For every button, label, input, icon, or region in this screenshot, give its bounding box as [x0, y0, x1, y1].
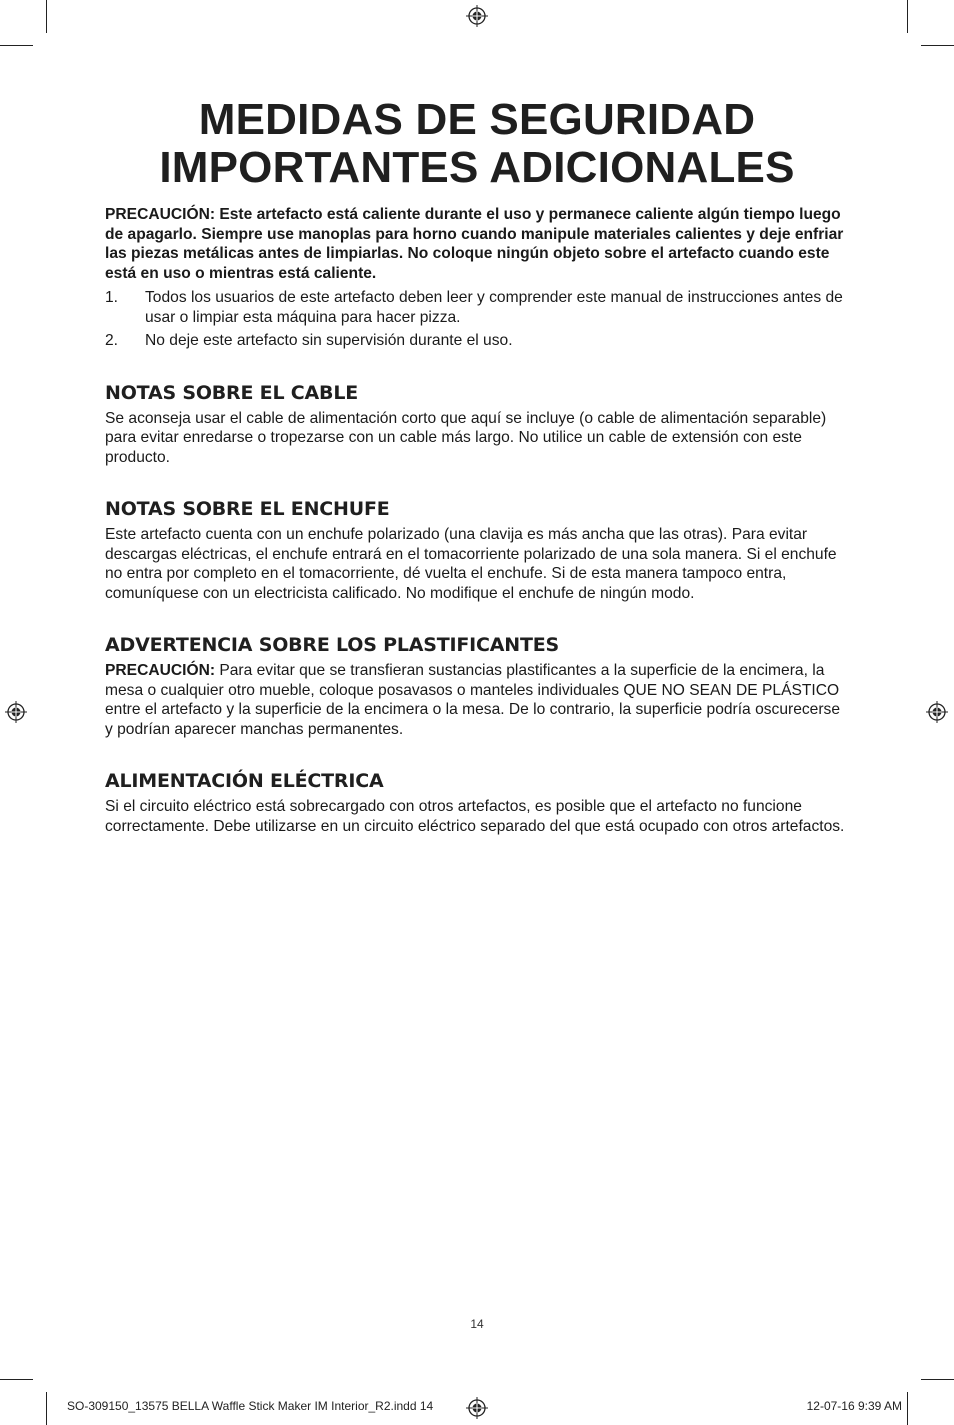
- section-heading: NOTAS SOBRE EL CABLE: [105, 381, 359, 404]
- section-plasticizer-warning: [105, 633, 850, 739]
- list-item-text: No deje este artefacto sin supervisión durante el uso.: [145, 332, 513, 349]
- page-title: [60, 96, 894, 192]
- section-electric-power: [105, 769, 850, 836]
- main-content: [105, 205, 850, 836]
- list-item-number: 2.: [105, 332, 119, 349]
- section-body: Se aconseja usar el cable de alimentación corto que aquí se incluye (o cable de alimentación separable) para evitar enredarse o tropezarse con un cable más largo. No utilice un cable de extensión con este producto.: [105, 409, 827, 466]
- list-item: [105, 331, 850, 351]
- section-plug-notes: [105, 497, 850, 603]
- registration-mark-icon: [5, 701, 27, 723]
- footer-file-name: SO-309150_13575 BELLA Waffle Stick Maker IM Interior_R2.indd 14: [67, 1399, 434, 1413]
- crop-mark-bottom-left-vertical: [46, 1392, 47, 1425]
- safety-steps-list: [105, 288, 850, 351]
- section-body: Si el circuito eléctrico está sobrecargado con otros artefactos, es posible que el artefacto no funcione correctamente. Debe utilizarse en un circuito eléctrico separado del que está ocupado con otros artefactos.: [105, 798, 845, 835]
- crop-mark-top-right-horizontal: [921, 45, 954, 46]
- section-cable-notes: [105, 381, 850, 468]
- section-heading: ADVERTENCIA SOBRE LOS PLASTIFICANTES: [105, 634, 560, 656]
- registration-mark-icon: [466, 5, 488, 27]
- section-body-text: Para evitar que se transfieran sustancias plastificantes a la superficie de la encimera, la mesa o cualquier otro mueble, coloque posavasos o manteles individuales QUE NO SEAN DE PLÁSTICO entre el artefacto y la superficie de la encimera o la mesa. De lo contrario, la superficie podría oscurecerse y podrían aparecer manchas permanentes.: [105, 662, 841, 738]
- section-body: [105, 661, 850, 739]
- page-number: 14: [470, 1317, 484, 1331]
- caution-intro: PRECAUCIÓN: Este artefacto está caliente durante el uso y permanece caliente algún tiempo luego de apagarlo. Siempre use manoplas para horno cuando manipule materiales calientes y deje enfriar las piezas metálicas antes de limpiarlas. No coloque ningún objeto sobre el artefacto cuando este está en uso o mientras está caliente.: [105, 206, 844, 282]
- crop-mark-bottom-right-horizontal: [921, 1379, 954, 1380]
- page-title-line-1: MEDIDAS DE SEGURIDAD: [198, 95, 756, 144]
- crop-mark-bottom-left-horizontal: [0, 1379, 33, 1380]
- crop-mark-top-left-horizontal: [0, 45, 33, 46]
- section-body: Este artefacto cuenta con un enchufe polarizado (una clavija es más ancha que las otras). Para evitar descargas eléctricas, el enchufe entrará en el tomacorriente polarizado de una sola manera. Si el enchufe no entra por completo en el tomacorriente, dé vuelta el enchufe. Si de esta manera tampoco entra, comuníquese con un electricista calificado. No modifique el enchufe de ningún modo.: [105, 526, 837, 602]
- list-item-number: 1.: [105, 289, 119, 306]
- registration-mark-icon: [926, 701, 948, 723]
- list-item: [105, 288, 850, 327]
- registration-mark-icon: [466, 1397, 488, 1419]
- section-heading: NOTAS SOBRE EL ENCHUFE: [105, 498, 390, 520]
- crop-mark-bottom-right-vertical: [907, 1392, 908, 1425]
- crop-mark-top-right-vertical: [907, 0, 908, 33]
- footer-timestamp: 12-07-16 9:39 AM: [806, 1399, 902, 1413]
- list-item-text: Todos los usuarios de este artefacto deben leer y comprender este manual de instrucciones antes de usar o limpiar esta máquina para hacer pizza.: [145, 289, 843, 326]
- crop-mark-top-left-vertical: [46, 0, 47, 33]
- caution-label: PRECAUCIÓN:: [105, 662, 216, 679]
- page-title-line-2: IMPORTANTES ADICIONALES: [159, 143, 795, 192]
- section-heading: ALIMENTACIÓN ELÉCTRICA: [105, 770, 384, 792]
